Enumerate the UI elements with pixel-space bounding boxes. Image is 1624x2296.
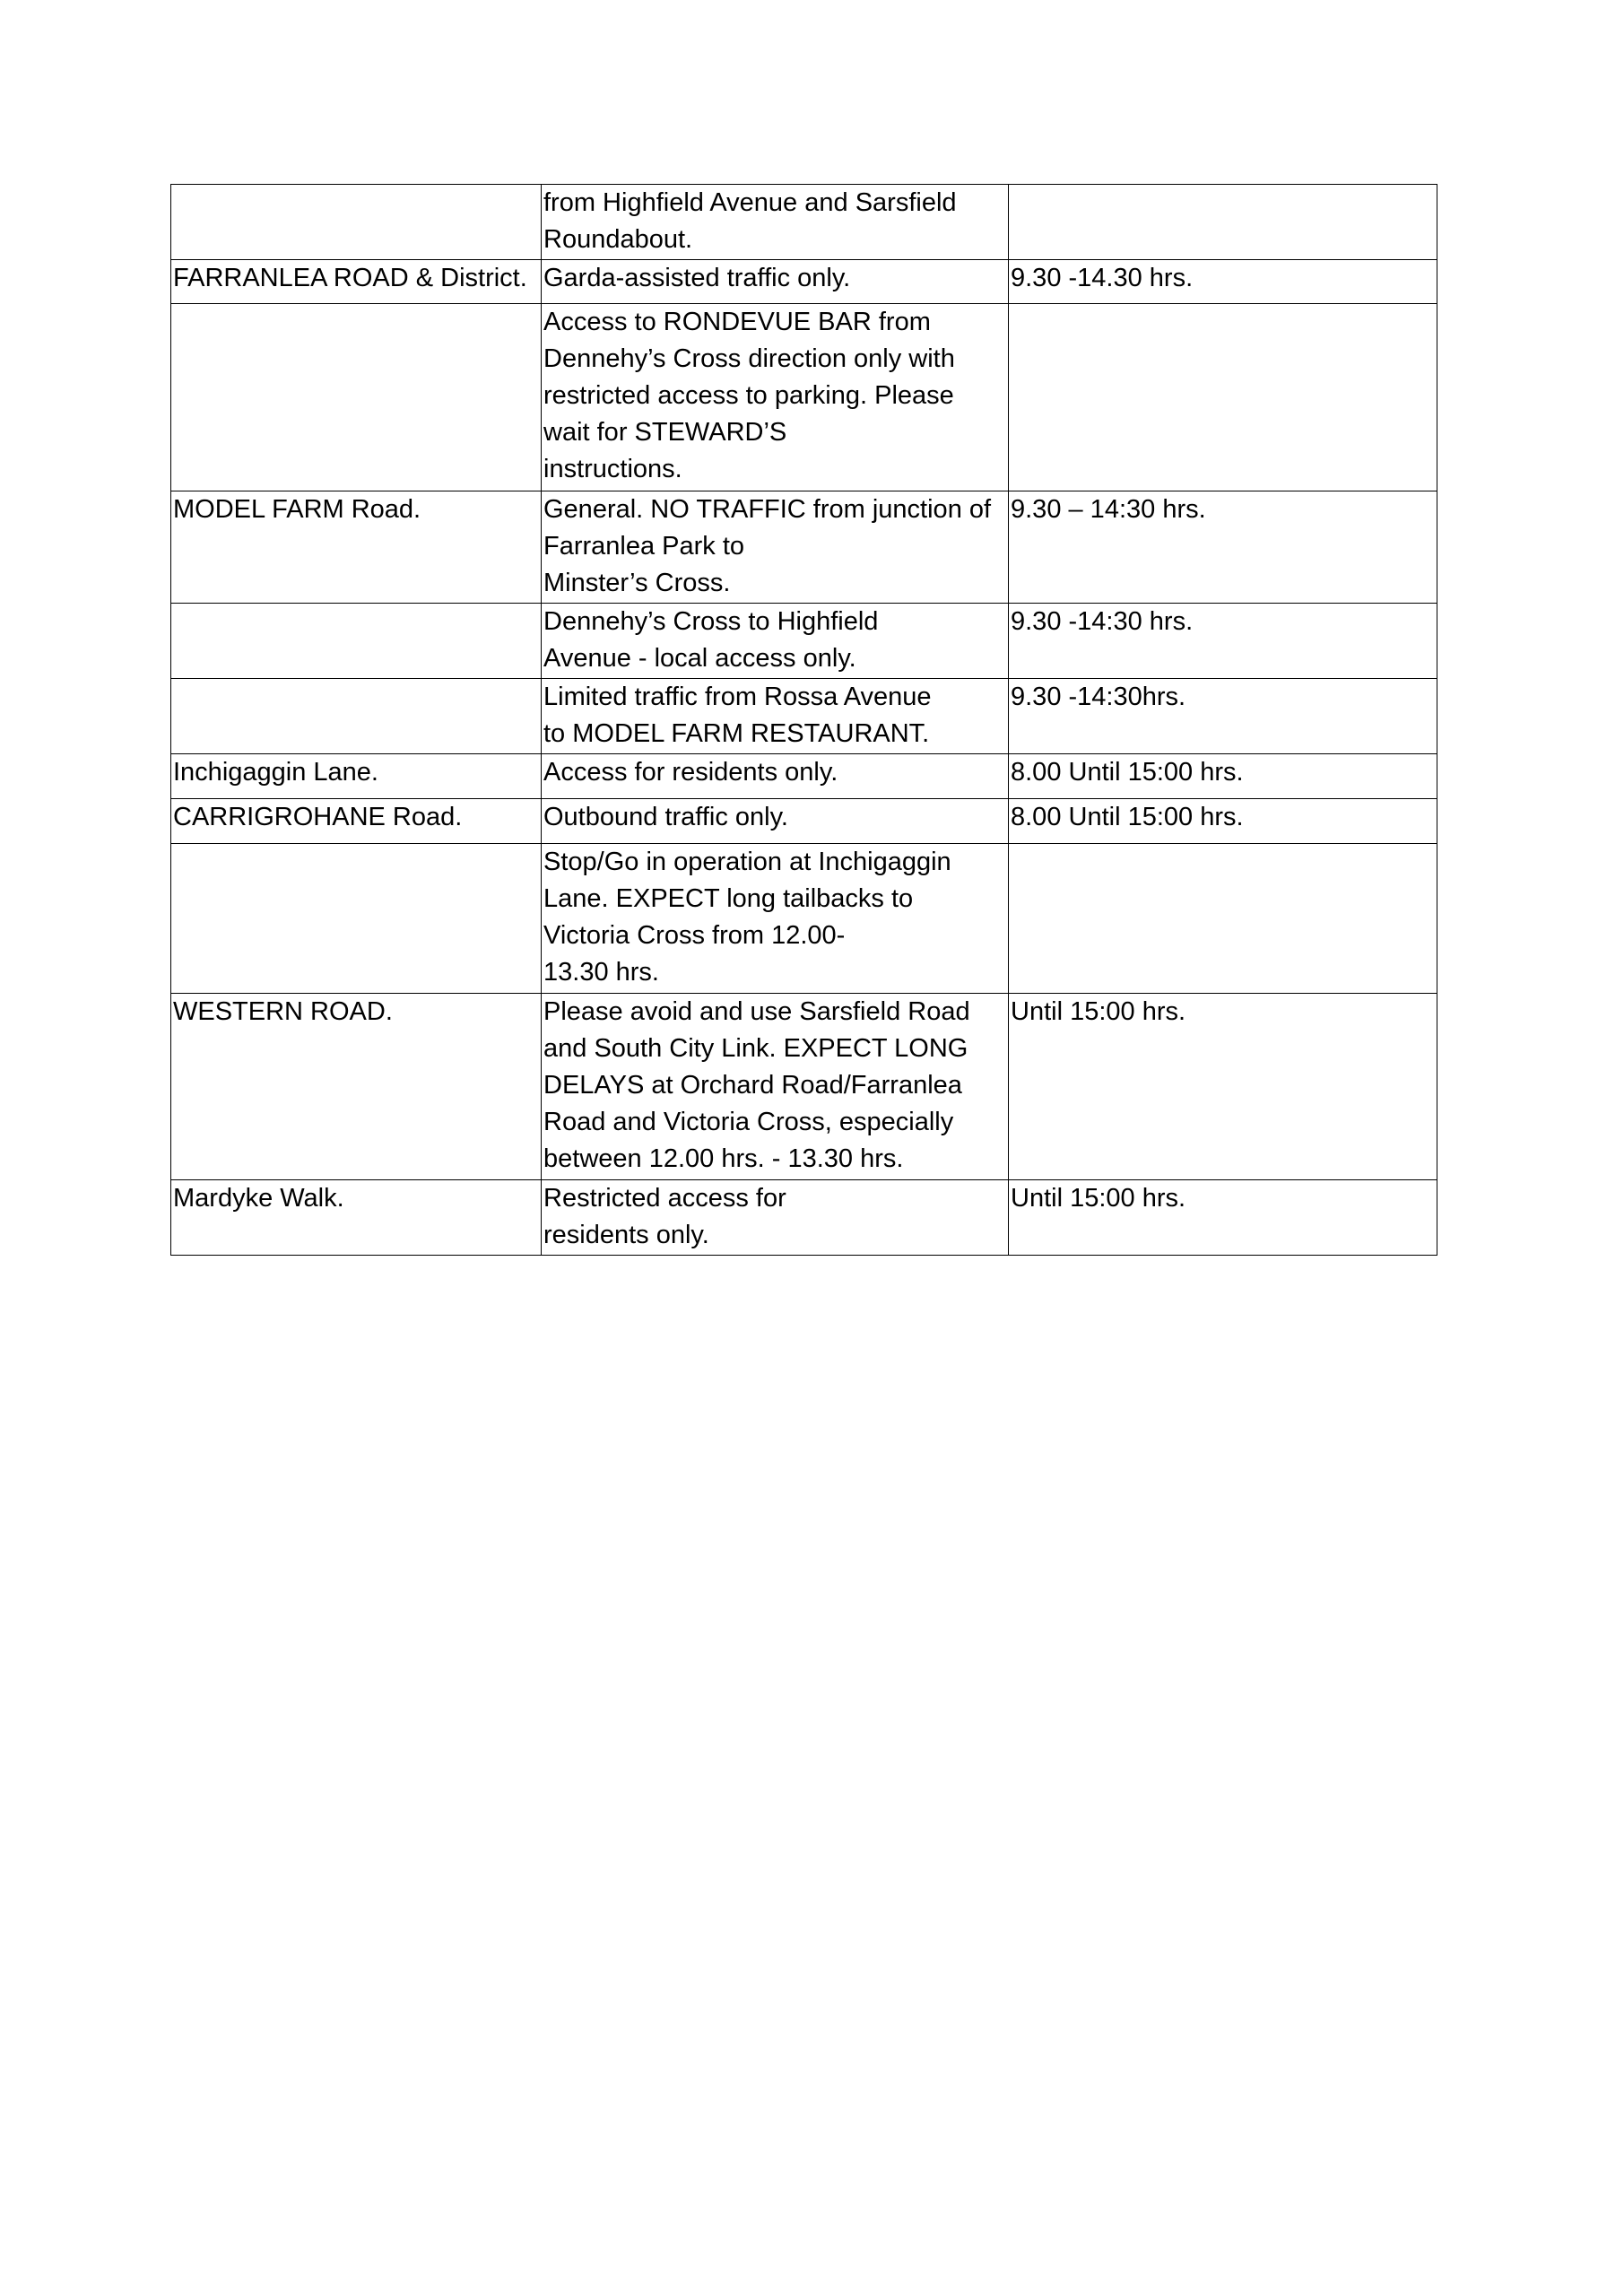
time-cell [1009,304,1437,491]
details-cell: Restricted access for residents only. [542,1180,1009,1256]
details-cell: Limited traffic from Rossa Avenue to MODEL FARM RESTAURANT. [542,679,1009,754]
time-cell: 9.30 – 14:30 hrs. [1009,491,1437,604]
details-cell: Access to RONDEVUE BAR from Dennehy’s Cross direction only with restricted access to parking. Please wait for STEWARD’S instructions. [542,304,1009,491]
table-row [171,604,1437,679]
table-row [171,754,1437,799]
table-row [171,260,1437,304]
table-row [171,799,1437,844]
area-cell [171,604,542,679]
time-cell [1009,844,1437,994]
table-row [171,994,1437,1180]
table-row [171,304,1437,491]
area-cell [171,679,542,754]
area-cell [171,304,542,491]
details-cell: Stop/Go in operation at Inchigaggin Lane. EXPECT long tailbacks to Victoria Cross from 12.00- 13.30 hrs. [542,844,1009,994]
time-cell: 8.00 Until 15:00 hrs. [1009,799,1437,844]
table-row [171,491,1437,604]
details-cell: Access for residents only. [542,754,1009,799]
table-row [171,679,1437,754]
area-cell [171,844,542,994]
time-cell: 9.30 -14:30hrs. [1009,679,1437,754]
details-cell: Dennehy’s Cross to Highfield Avenue - local access only. [542,604,1009,679]
area-cell: Inchigaggin Lane. [171,754,542,799]
details-cell: Outbound traffic only. [542,799,1009,844]
time-cell [1009,185,1437,260]
table-row [171,844,1437,994]
details-cell: Please avoid and use Sarsfield Road and South City Link. EXPECT LONG DELAYS at Orchard Road/Farranlea Road and Victoria Cross, especially between 12.00 hrs. - 13.30 hrs. [542,994,1009,1180]
area-cell: Mardyke Walk. [171,1180,542,1256]
area-cell [171,185,542,260]
area-cell: WESTERN ROAD. [171,994,542,1180]
table-row [171,1180,1437,1256]
time-cell: 8.00 Until 15:00 hrs. [1009,754,1437,799]
area-cell: FARRANLEA ROAD & District. [171,260,542,304]
table-row [171,185,1437,260]
time-cell: 9.30 -14:30 hrs. [1009,604,1437,679]
time-cell: Until 15:00 hrs. [1009,994,1437,1180]
time-cell: Until 15:00 hrs. [1009,1180,1437,1256]
area-cell: MODEL FARM Road. [171,491,542,604]
traffic-restrictions-table [170,184,1437,1256]
time-cell: 9.30 -14.30 hrs. [1009,260,1437,304]
details-cell: General. NO TRAFFIC from junction of Farranlea Park to Minster’s Cross. [542,491,1009,604]
details-cell: from Highfield Avenue and Sarsfield Roundabout. [542,185,1009,260]
details-cell: Garda-assisted traffic only. [542,260,1009,304]
area-cell: CARRIGROHANE Road. [171,799,542,844]
